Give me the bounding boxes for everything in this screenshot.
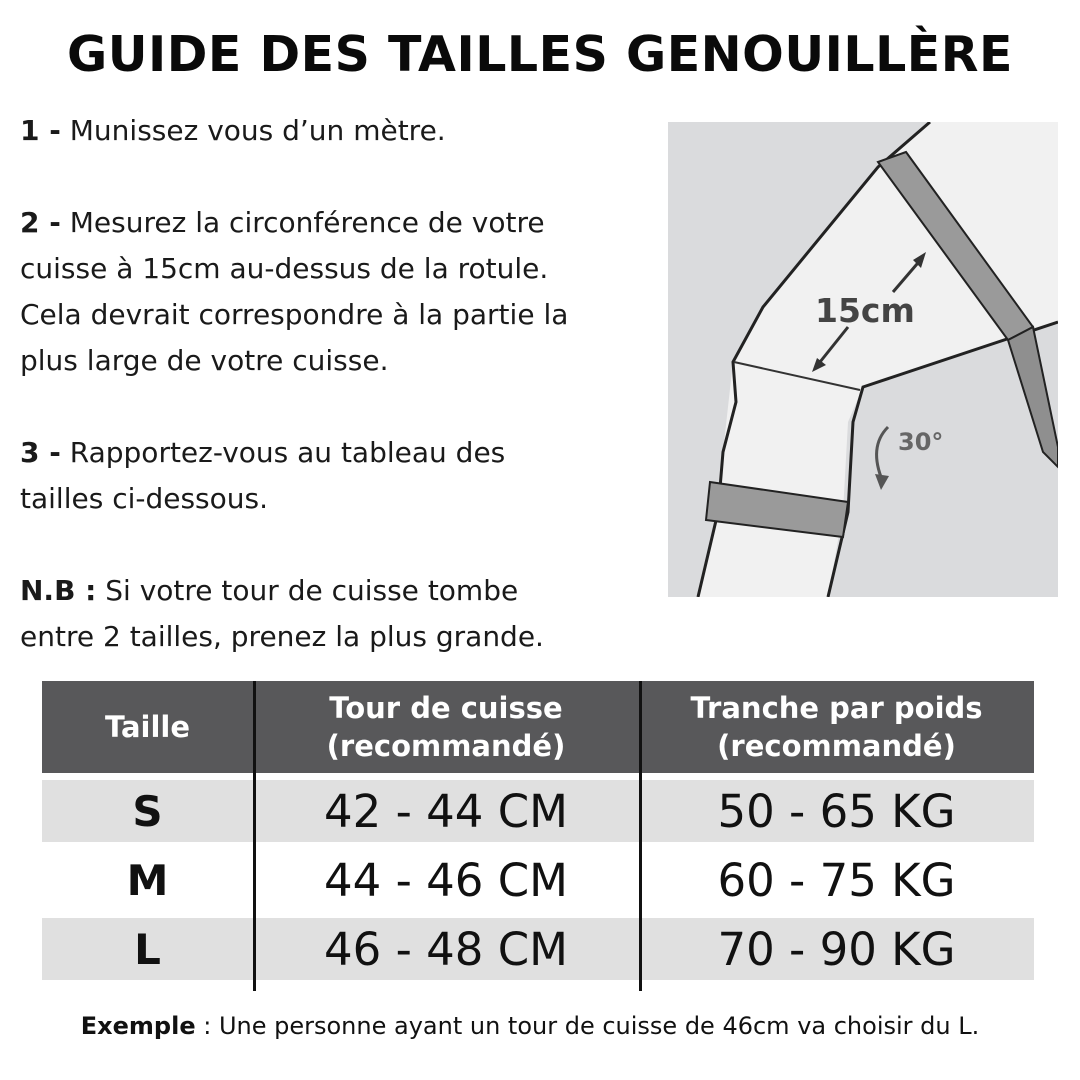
header-size: Taille [104,710,191,744]
table-row: M 44 - 46 CM 60 - 75 KG [126,853,956,907]
svg-text:15cm: 15cm [815,291,915,330]
note: N.B : Si votre tour de cuisse tombe [20,574,519,607]
step-1: 1 - Munissez vous d’un mètre. [20,114,446,147]
table-row: S 42 - 44 CM 50 - 65 KG [42,780,1034,842]
step-2: 2 - Mesurez la circonférence de votre [20,206,545,239]
table-row: L 46 - 48 CM 70 - 90 KG [42,918,1034,980]
instructions: 1 - Munissez vous d’un mètre. 2 - Mesurez la circonférence de votre cuisse à 15cm au-dessus de la rotule. Cela devrait correspondre à la partie la plus large de votre cuisse. 3 - Rapportez-vous au tableau des tailles ci-dessous. N.B : Si votre tour de cuisse tombe entre 2 tailles, prenez la plus grande. [20,108,670,660]
page-title: GUIDE DES TAILLES GENOUILLÈRE [67,26,1013,83]
knee-measurement-illustration [668,122,1058,597]
table-header [42,681,1034,773]
step-3: 3 - Rapportez-vous au tableau des [20,436,506,469]
header-weight: Tranche par poids (recommandé) [690,691,983,763]
example-note: Exemple : Une personne ayant un tour de cuisse de 46cm va choisir du L. [80,1012,980,1040]
column-divider [639,681,642,991]
header-thigh: Tour de cuisse (recommandé) [326,691,566,763]
svg-text:30°: 30° [898,428,944,456]
column-divider [253,681,256,991]
size-table [42,681,1034,980]
